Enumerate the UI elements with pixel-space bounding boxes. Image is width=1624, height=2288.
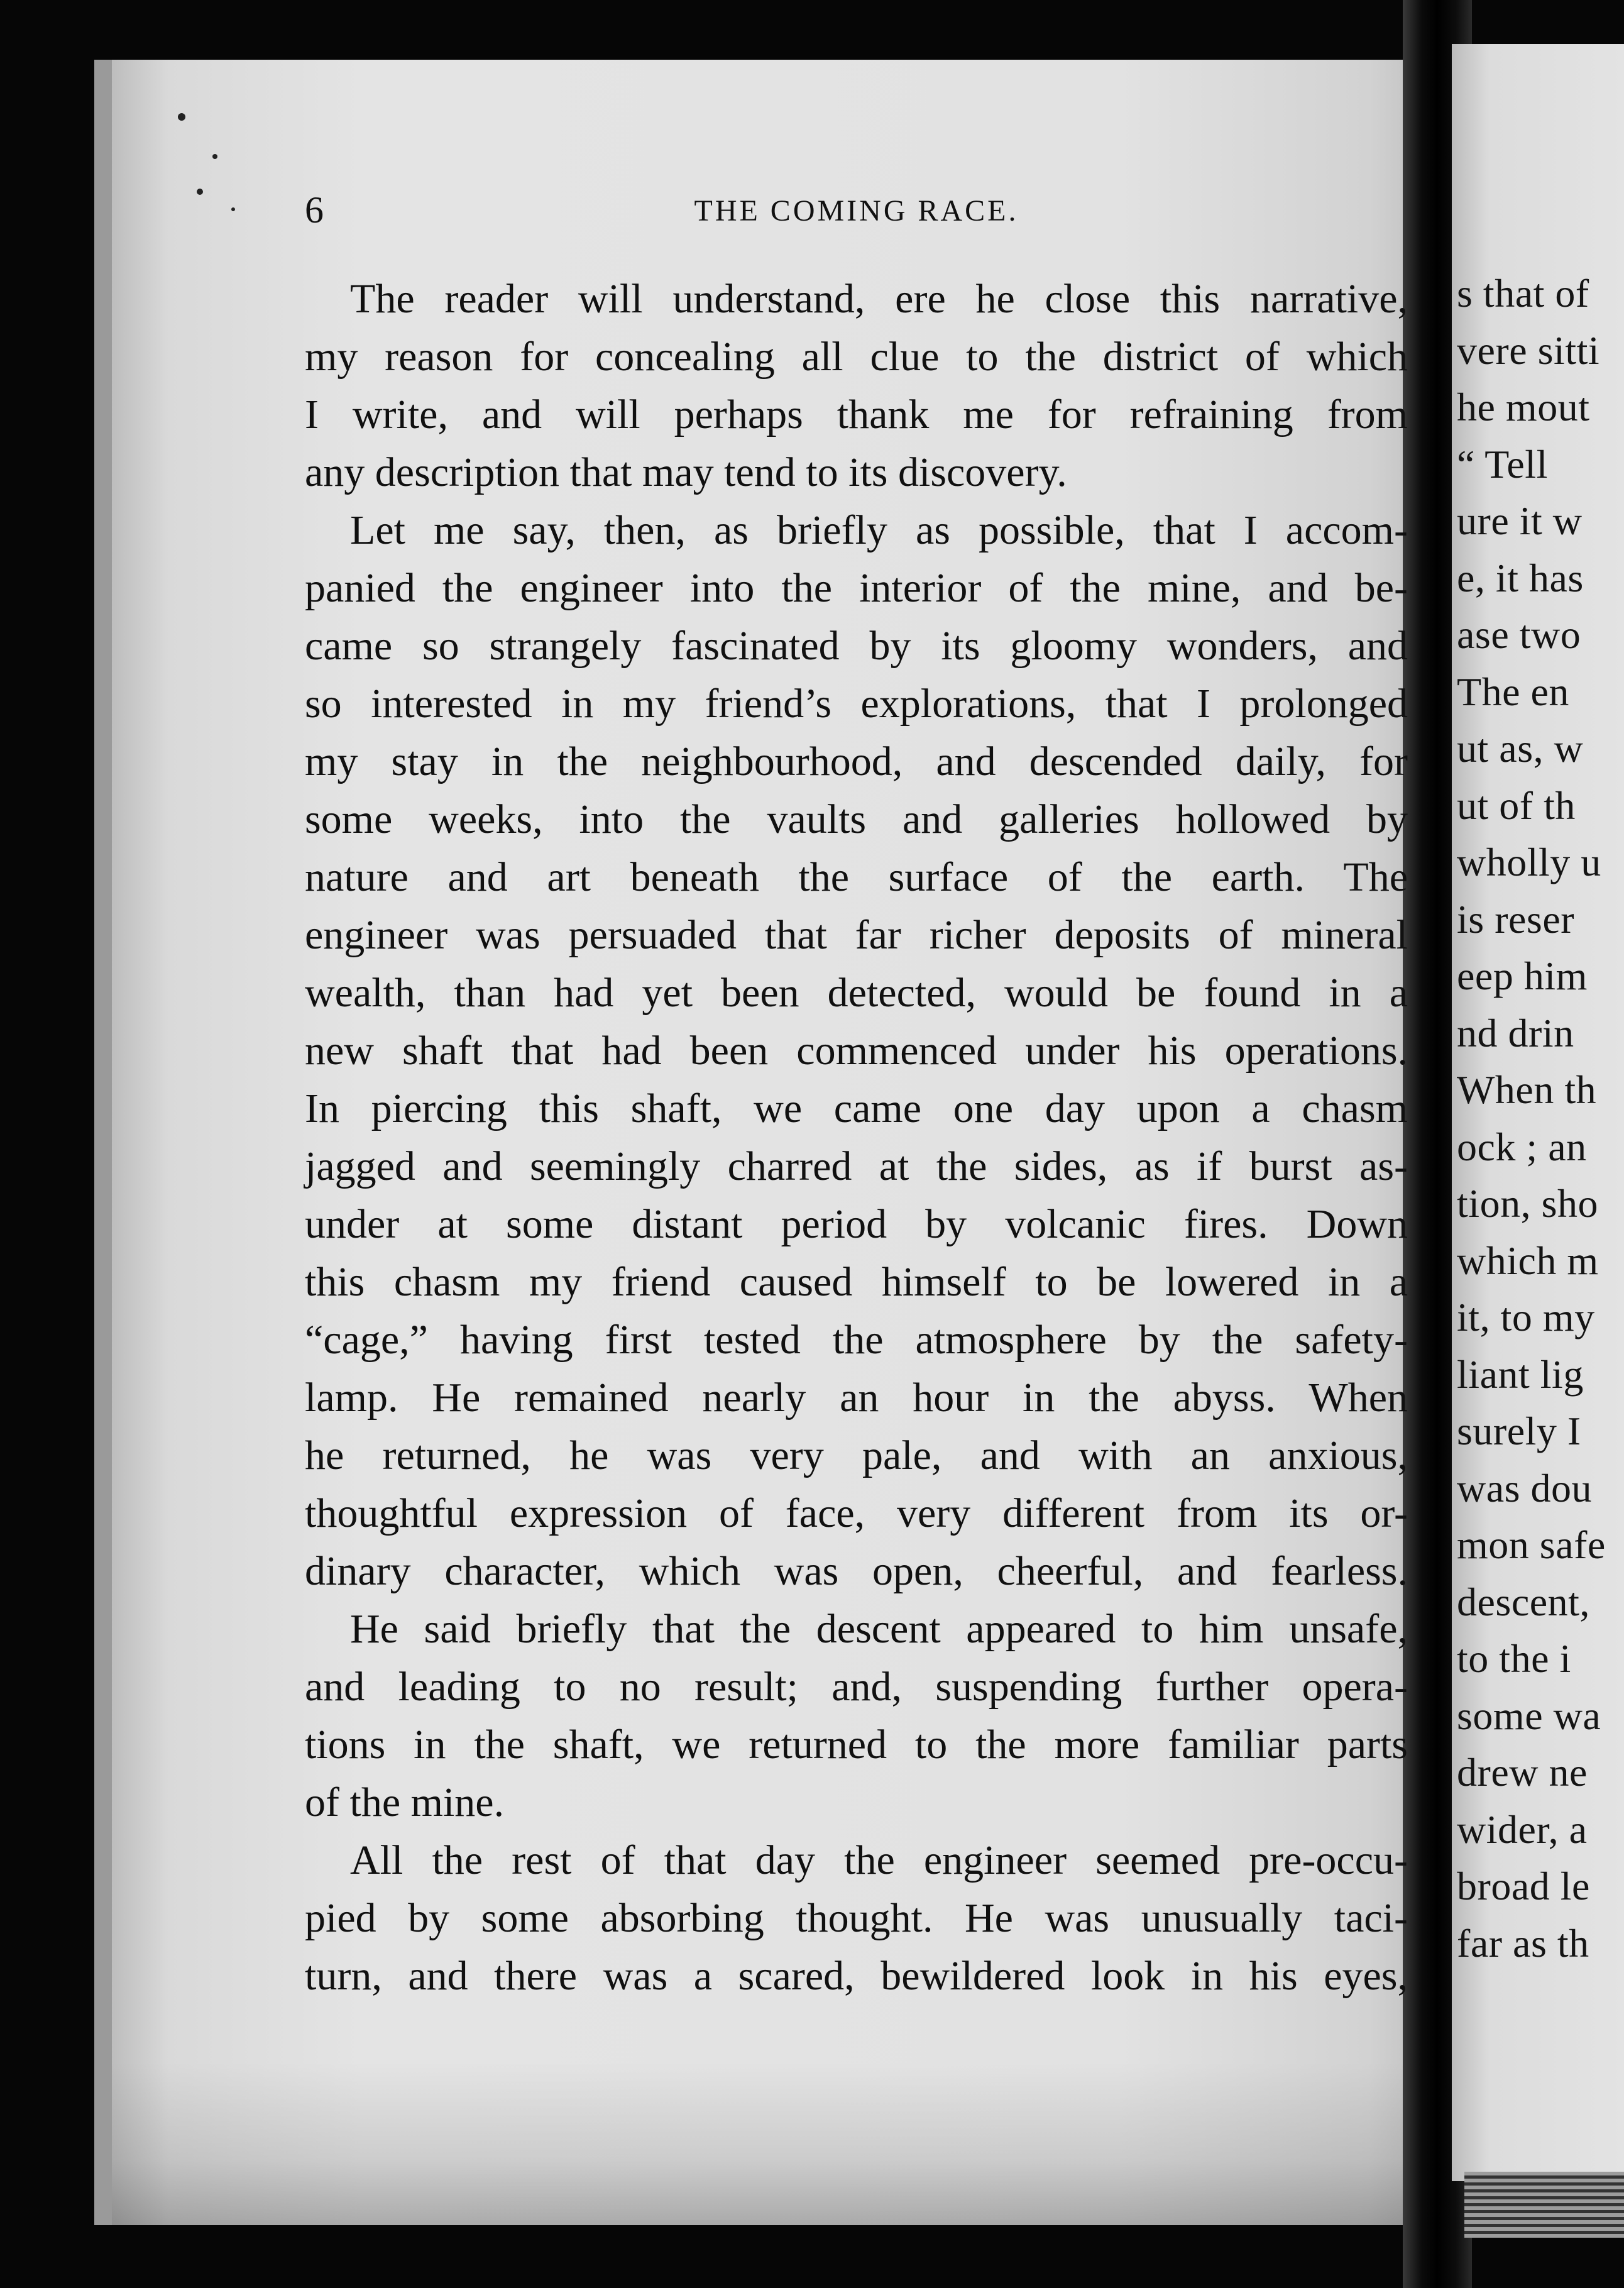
facing-page-line: wholly u — [1457, 840, 1601, 884]
ink-speck — [212, 154, 217, 159]
facing-page-line: descent, — [1457, 1579, 1590, 1624]
facing-page-line: “ Tell — [1457, 441, 1548, 487]
facing-page-line: ure it w — [1457, 498, 1583, 543]
right-page-fragment — [1452, 44, 1624, 2181]
facing-page-line: liant lig — [1457, 1351, 1584, 1397]
text-line: jagged and seemingly charred at the sides, as if burst as- — [305, 1143, 1408, 1189]
facing-page-line: ock ; an — [1457, 1124, 1587, 1169]
page-number: 6 — [305, 189, 324, 231]
facing-page-line: far as th — [1457, 1920, 1589, 1966]
text-line: tions in the shaft, we returned to the more familiar parts — [305, 1722, 1408, 1768]
facing-page-line: surely I — [1457, 1409, 1581, 1453]
facing-page-line: ut of th — [1457, 783, 1576, 828]
facing-page-line: broad le — [1457, 1864, 1590, 1908]
facing-page-line: some wa — [1457, 1693, 1601, 1738]
body-text — [305, 270, 1408, 2005]
facing-page-line: wider, a — [1457, 1807, 1588, 1852]
text-line: All the rest of that day the engineer seemed pre-occu- — [350, 1837, 1408, 1883]
running-header — [305, 189, 1408, 239]
facing-page-line: mon safe — [1457, 1522, 1606, 1567]
ink-speck — [197, 189, 203, 195]
text-line: this chasm my friend caused himself to be lowered in a — [305, 1259, 1408, 1305]
text-line: and leading to no result; and, suspending further opera- — [305, 1664, 1408, 1710]
text-line: so interested in my friend’s explorations, that I prolonged — [305, 681, 1408, 727]
text-line: wealth, than had yet been detected, would be found in a — [305, 970, 1408, 1016]
facing-page-line: ase two — [1457, 612, 1581, 657]
text-line: lamp. He remained nearly an hour in the abyss. When — [305, 1375, 1408, 1421]
text-line: The reader will understand, ere he close this narrative, — [350, 276, 1408, 322]
facing-page-line: was dou — [1457, 1465, 1593, 1510]
facing-page-line: tion, sho — [1457, 1181, 1598, 1226]
text-line: nature and art beneath the surface of the earth. The — [305, 854, 1408, 900]
ink-speck — [231, 207, 235, 211]
facing-page-line: s that of — [1457, 271, 1589, 316]
facing-page-line: vere sitti — [1457, 327, 1600, 373]
text-line: Let me say, then, as briefly as possible, that I accom- — [350, 507, 1408, 553]
page-edge-stack — [1464, 2172, 1624, 2238]
text-line: turn, and there was a scared, bewildered look in his eyes, — [305, 1953, 1408, 1999]
text-line: under at some distant period by volcanic fires. Down — [305, 1201, 1408, 1247]
facing-page-line: The en — [1457, 669, 1569, 714]
text-line: he returned, he was very pale, and with an anxious, — [305, 1433, 1408, 1478]
text-line: my stay in the neighbourhood, and descended daily, for — [305, 739, 1408, 784]
text-line: came so strangely fascinated by its gloomy wonders, and — [305, 623, 1408, 669]
facing-page-line: e, it has — [1457, 555, 1584, 600]
ink-speck — [178, 113, 185, 121]
text-line: pied by some absorbing thought. He was unusually taci- — [305, 1895, 1408, 1941]
facing-page-line: nd drin — [1457, 1010, 1574, 1055]
text-line: my reason for concealing all clue to the district of which — [305, 334, 1408, 380]
text-line: panied the engineer into the interior of the mine, and be- — [305, 565, 1408, 611]
facing-page-line: When th — [1457, 1067, 1597, 1112]
text-line: dinary character, which was open, cheerful, and fearless. — [305, 1548, 1408, 1594]
text-line: “cage,” having first tested the atmosphere by the safety- — [305, 1317, 1408, 1363]
text-line: new shaft that had been commenced under his operations. — [305, 1028, 1408, 1074]
facing-page-line: to the i — [1457, 1636, 1571, 1681]
facing-page-line: he mout — [1457, 385, 1590, 429]
text-line: In piercing this shaft, we came one day upon a chasm — [305, 1086, 1408, 1131]
text-line: I write, and will perhaps thank me for refraining from — [305, 392, 1408, 437]
facing-page-line: is reser — [1457, 896, 1575, 942]
text-line: of the mine. — [305, 1779, 505, 1825]
text-line: thoughtful expression of face, very different from its or- — [305, 1490, 1408, 1536]
facing-page-line: it, to my — [1457, 1295, 1595, 1339]
facing-page-line: eep him — [1457, 954, 1588, 998]
text-line: engineer was persuaded that far richer deposits of mineral — [305, 912, 1408, 958]
text-line: any description that may tend to its discovery. — [305, 449, 1067, 495]
facing-page-line: drew ne — [1457, 1750, 1588, 1795]
text-line: He said briefly that the descent appeared to him unsafe, — [350, 1606, 1408, 1652]
text-line: some weeks, into the vaults and galleries hollowed by — [305, 796, 1408, 842]
facing-page-line: which m — [1457, 1238, 1599, 1283]
running-title: THE COMING RACE. — [694, 194, 1019, 228]
facing-page-line: ut as, w — [1457, 726, 1584, 771]
